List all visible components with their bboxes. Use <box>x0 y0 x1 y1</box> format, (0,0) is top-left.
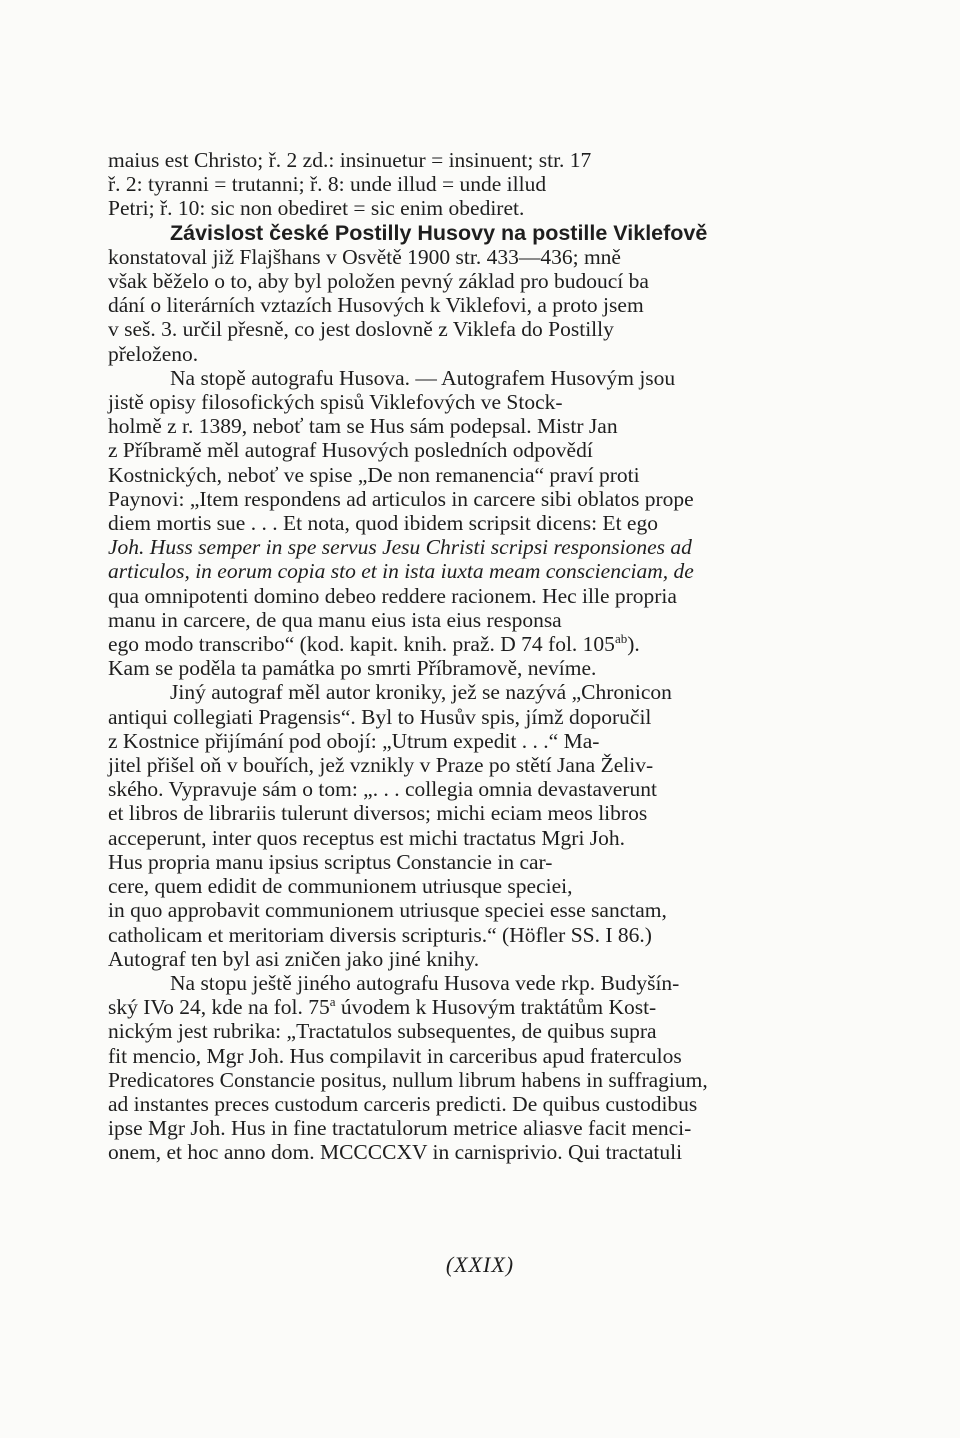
text-line: jitel přišel oň v bouřích, jež vznikly v Praze po stětí Jana Želiv- <box>108 753 654 778</box>
text-fragment: úvodem k Husovým traktátům Kost- <box>335 995 657 1020</box>
text-fragment: ego modo transcribo“ (kod. kapit. knih. praž. D 74 fol. 105 <box>108 632 615 657</box>
text-line: nickým jest rubrika: „Tractatulos subsequentes, de quibus supra <box>108 1019 657 1044</box>
superscript: ab <box>614 630 628 646</box>
text-line: antiqui collegiati Pragensis“. Byl to Husův spis, jímž doporučil <box>108 704 652 729</box>
text-line: z Příbramě měl autograf Husových posledních odpovědí <box>108 438 593 463</box>
text-line: Kam se poděla ta památka po smrti Příbramově, nevíme. <box>108 656 597 681</box>
text-line: Na stopu ještě jiného autografu Husova vede rkp. Budyšín- <box>170 970 680 995</box>
text-line: manu in carcere, de qua manu eius ista eius responsa <box>108 607 562 632</box>
text-line: Autograf ten byl asi zničen jako jiné knihy. <box>108 946 480 971</box>
text-line: jistě opisy filosofických spisů Viklefových ve Stock- <box>108 390 563 415</box>
text-line: Hus propria manu ipsius scriptus Constancie in car- <box>108 849 553 874</box>
text-line: Petri; ř. 10: sic non obediret = sic enim obediret. <box>108 196 525 221</box>
text-line: konstatoval již Flajšhans v Osvětě 1900 str. 433—436; mně <box>108 244 621 269</box>
text-line: však běželo o to, aby byl položen pevný základ pro budoucí ba <box>108 269 649 294</box>
text-line-with-superscript <box>108 632 840 656</box>
text-line: z Kostnice přijímání pod obojí: „Utrum expedit . . .“ Ma- <box>108 728 600 753</box>
text-line: catholicam et meritoriam diversis scripturis.“ (Höfler SS. I 86.) <box>108 922 652 947</box>
section-heading-line: Na stopě autografu Husova. — Autografem Husovým jsou <box>170 365 676 390</box>
text-fragment: ský IVo 24, kde na fol. 75 <box>108 995 330 1020</box>
text-line: Kostnických, neboť ve spise „De non remanencia“ praví proti <box>108 462 640 487</box>
text-line: onem, et hoc anno dom. MCCCCXV in carnisprivio. Qui tractatuli <box>108 1140 683 1165</box>
text-line: ipse Mgr Joh. Hus in fine tractatulorum metrice aliasve facit menci- <box>108 1116 692 1141</box>
text-line: in quo approbavit communionem utriusque speciei esse sanctam, <box>108 898 667 923</box>
text-line: acceperunt, inter quos receptus est michi tractatus Mgri Joh. <box>108 825 626 850</box>
text-line: dání o literárních vztazích Husových k Viklefovi, a proto jsem <box>108 293 644 318</box>
text-fragment: ). <box>627 632 640 657</box>
text-line-italic: articulos, in eorum copia sto et in ista iuxta meam conscienciam, de <box>108 559 694 584</box>
body-text <box>108 148 840 1165</box>
page-number: (XXIX) <box>445 1252 515 1277</box>
text-line: Predicatores Constancie positus, nullum librum habens in suffragium, <box>108 1067 708 1092</box>
text-line: fit mencio, Mgr Joh. Hus compilavit in carceribus apud fraterculos <box>108 1043 682 1068</box>
text-line: cere, quem edidit de communionem utriusque speciei, <box>108 874 573 899</box>
text-line: et libros de librariis tulerunt diversos; michi eciam meos libros <box>108 801 648 826</box>
section-heading: Závislost české Postilly Husovy na postille Viklefově <box>170 220 708 245</box>
text-line: diem mortis sue . . . Et nota, quod ibidem scripsit dicens: Et ego <box>108 511 658 536</box>
text-line: Paynovi: „Item respondens ad articulos in carcere sibi oblatos prope <box>108 486 694 511</box>
text-line: qua omnipotenti domino debeo reddere racionem. Hec ille propria <box>108 583 677 608</box>
text-line: přeloženo. <box>108 341 199 366</box>
text-line: holmě z r. 1389, neboť tam se Hus sám podepsal. Mistr Jan <box>108 414 618 439</box>
text-line: Jiný autograf měl autor kroniky, jež se nazývá „Chronicon <box>170 680 672 705</box>
text-line: ského. Vypravuje sám o tom: „. . . collegia omnia devastaverunt <box>108 777 657 802</box>
superscript: a <box>329 993 336 1009</box>
text-line: ad instantes preces custodum carceris predicti. De quibus custodibus <box>108 1091 698 1116</box>
text-line-with-superscript <box>108 995 840 1019</box>
text-line: v seš. 3. určil přesně, co jest doslovně z Viklefa do Postilly <box>108 317 614 342</box>
text-line: maius est Christo; ř. 2 zd.: insinuetur = insinuent; str. 17 <box>108 148 592 172</box>
text-line-italic: Joh. Huss semper in spe servus Jesu Christi scripsi responsiones ad <box>108 535 692 560</box>
text-line: ř. 2: tyranni = trutanni; ř. 8: unde illud = unde illud <box>108 172 547 197</box>
